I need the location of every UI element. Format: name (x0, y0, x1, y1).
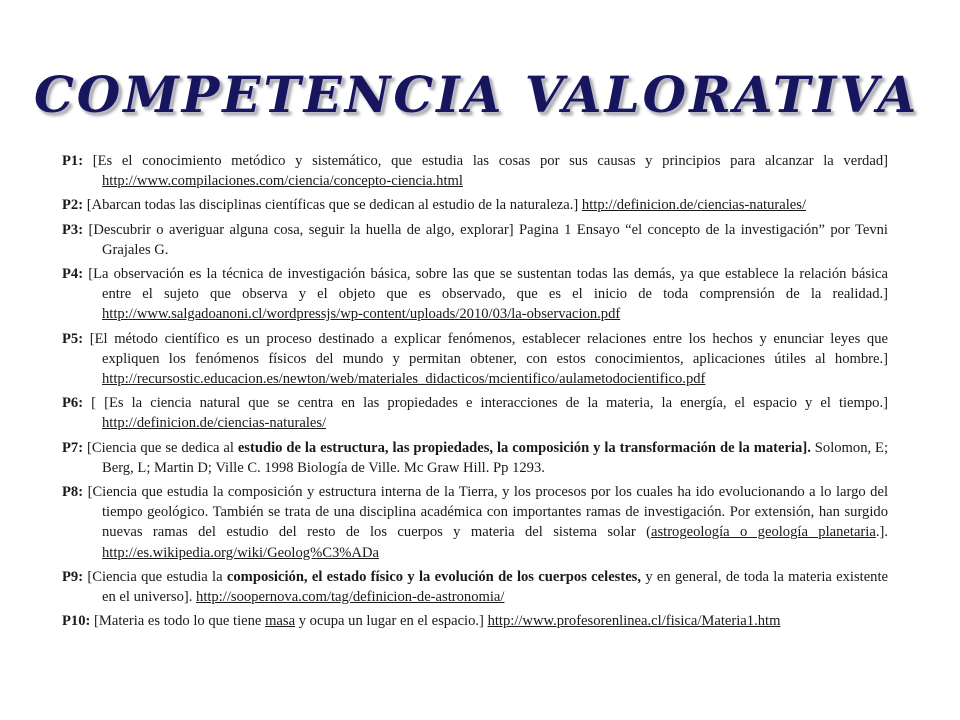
reference-link[interactable]: http://www.compilaciones.com/ciencia/concepto-ciencia.html (102, 173, 463, 190)
reference-bold-text: composición, el estado físico y la evolución de los cuerpos celestes, (226, 568, 642, 585)
reference-text: [Es el conocimiento metódico y sistemático, que estudia las cosas por sus causas y principios para alcanzar la verdad] (92, 153, 888, 169)
reference-p7 (62, 438, 888, 478)
reference-text-post: y en general, de toda la materia existente en el universo]. (102, 568, 889, 606)
reference-text: [Abarcan todas las disciplinas científicas que se dedican al estudio de la naturaleza.] (86, 197, 579, 214)
reference-inline-link[interactable]: astrogeología o geología planetaria (650, 524, 876, 541)
reference-text: [La observación es la técnica de investigación básica, sobre las que se sustentan todas las demás, ya que establece la relación básica entre el sujeto que observa y el objeto que es observado, que es el inicio de toda comprensión de la realidad.] (88, 266, 889, 303)
reference-text: [Ciencia que estudia la composición y estructura interna de la Tierra, y los procesos por los cuales ha ido evolucionando a lo largo del tiempo geológico. También se trata de una disciplina académica con importantes ramas de investigación. Por extensión, han surgido nuevas ramas del estudio del resto de los cuerpos y materia del sistema solar ( (87, 484, 889, 541)
reference-link[interactable]: http://es.wikipedia.org/wiki/Geolog%C3%ADa (102, 544, 379, 561)
reference-text-after: .]. (875, 524, 888, 541)
reference-link[interactable]: http://recursostic.educacion.es/newton/web/materiales_didacticos/mcientifico/aulametodocientifico.pdf (102, 371, 706, 388)
page-title: COMPETENCIA VALORATIVA (34, 65, 920, 124)
reference-link[interactable]: http://www.salgadoanoni.cl/wordpressjs/wp-content/uploads/2010/03/la-observacion.pdf (102, 306, 621, 323)
reference-p4 (62, 264, 888, 325)
reference-p8 (62, 482, 888, 563)
reference-label: P4: (62, 266, 84, 283)
reference-link[interactable]: http://soopernova.com/tag/definicion-de-astronomia/ (196, 589, 505, 606)
reference-label: P6: (62, 395, 84, 412)
reference-p5 (62, 329, 888, 390)
reference-label: P10: (62, 613, 91, 630)
reference-label: P1: (62, 153, 84, 169)
reference-link[interactable]: http://definicion.de/ciencias-naturales/ (102, 415, 327, 432)
reference-link[interactable]: http://definicion.de/ciencias-naturales/ (581, 197, 807, 214)
reference-p2 (62, 195, 888, 215)
reference-p1 (62, 151, 888, 191)
reference-text: [ [Es la ciencia natural que se centra en las propiedades e interacciones de la materia, la energía, el espacio y el tiempo.] (91, 395, 888, 412)
reference-text: [El método científico es un proceso destinado a explicar fenómenos, establecer relaciones entre los hechos y enunciar leyes que expliquen los fenómenos físicos del mundo y permitan obtener, con estos conocimientos, aplicaciones útiles al hombre.] (89, 330, 888, 367)
reference-text-post: y ocupa un lugar en el espacio.] (298, 613, 484, 630)
reference-p3 (62, 220, 888, 260)
reference-label: P3: (62, 221, 84, 238)
reference-p6 (62, 393, 888, 433)
reference-label: P8: (62, 484, 84, 501)
reference-p9 (62, 567, 888, 607)
reference-label: P9: (62, 568, 84, 585)
reference-text: [Ciencia que estudia la (87, 568, 223, 585)
reference-inline-link[interactable]: masa (265, 613, 296, 630)
reference-label: P5: (62, 330, 84, 347)
reference-link[interactable]: http://www.profesorenlinea.cl/fisica/Materia1.htm (487, 613, 781, 630)
reference-list (62, 151, 888, 635)
reference-label: P7: (62, 439, 84, 456)
reference-citation: Solomon, E; Berg, L; Martin D; Ville C. 1998 Biología de Ville. Mc Graw Hill. Pp 1293. (102, 439, 889, 476)
reference-text: [Ciencia que se dedica al (87, 439, 234, 456)
reference-p10 (62, 611, 888, 631)
reference-label: P2: (62, 197, 84, 214)
reference-text: [Materia es todo lo que tiene (94, 613, 262, 630)
reference-bold-text: estudio de la estructura, las propiedades, la composición y la transformación de la materia]. (237, 439, 811, 456)
reference-text: [Descubrir o averiguar alguna cosa, seguir la huella de algo, explorar] Pagina 1 Ensayo “el concepto de la investigación” por Tevni Grajales G. (88, 221, 888, 258)
